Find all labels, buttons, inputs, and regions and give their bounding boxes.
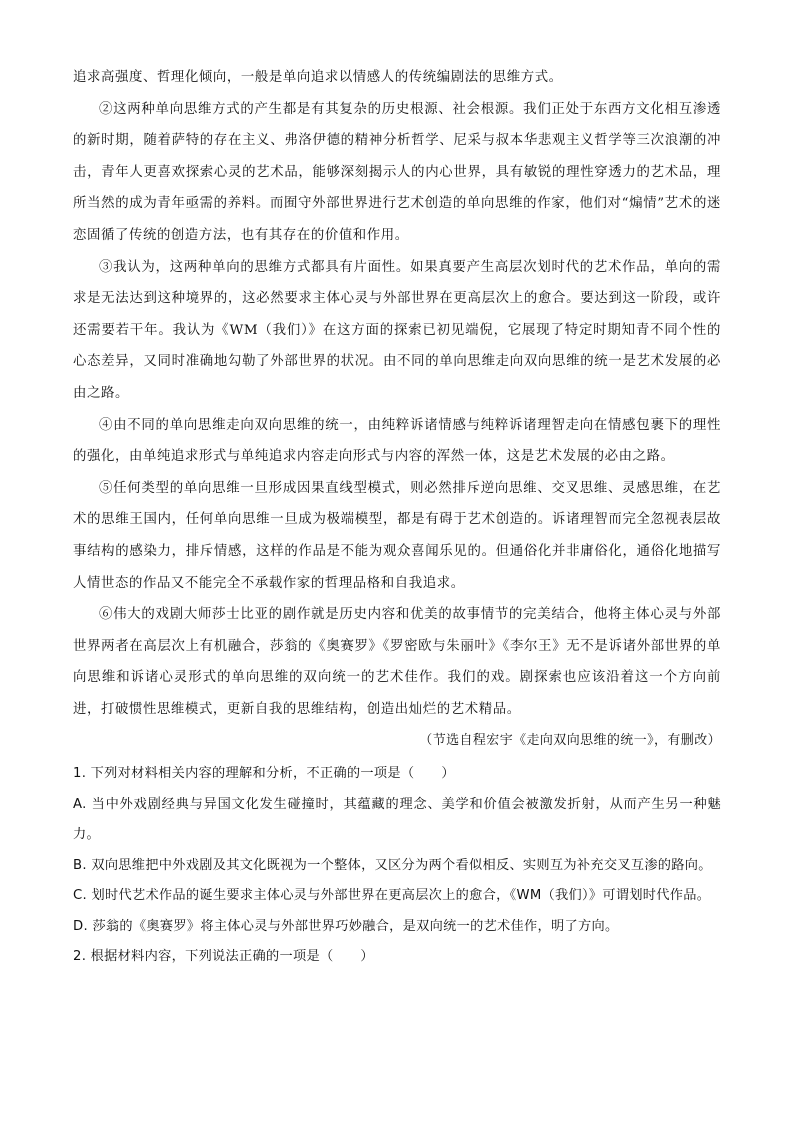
- passage-paragraph-0: 追求高强度、哲理化倾向，一般是单向追求以情感人的传统编剧法的思维方式。: [73, 70, 563, 85]
- passage-paragraph-6: ⑥伟大的戏剧大师莎士比亚的剧作就是历史内容和优美的故事情节的完美结合，他将主体心灵与外部世界两者在高层次上有机融合，莎翁的《奥赛罗》《罗密欧与朱丽叶》《李尔王》无不是诉诸外部世界的单向思维和诉诸心灵形式的单向思维的双向统一的艺术佳作。我们的戏。剧探索也应该沿着这一个方向前进，打破惯性思维模式，更新自我的思维结构，创造出灿烂的艺术精品。: [73, 607, 721, 717]
- passage-source: （节选自程宏宇《走向双向思维的统一》，有删改）: [419, 733, 721, 749]
- question-1-option-a: A. 当中外戏剧经典与异国文化发生碰撞时，其蕴藏的理念、美学和价值会被激发折射，从而产生另一种魅力。: [73, 796, 721, 843]
- question-1-stem: 1. 下列对材料相关内容的理解和分析，不正确的一项是（ ）: [73, 766, 455, 782]
- passage-paragraph-3: ③我认为，这两种单向的思维方式都具有片面性。如果真要产生高层次划时代的艺术作品，单向的需求是无法达到这种境界的，这必然要求主体心灵与外部世界在更高层次上的愈合。要达到这一阶段，或许还需要若干年。我认为《WM（我们）》在这方面的探索已初见端倪，它展现了特定时期知青不同个性的心态差异，又同时准确地勾勒了外部世界的状况。由不同的单向思维走向双向思维的统一是艺术发展的必由之路。: [73, 259, 721, 401]
- question-1-option-d: D. 莎翁的《奥赛罗》将主体心灵与外部世界巧妙融合，是双向统一的艺术佳作，明了方向。: [73, 918, 619, 934]
- question-1-option-b: B. 双向思维把中外戏剧及其文化既视为一个整体，又区分为两个看似相反、实则互为补充交叉互渗的路向。: [73, 857, 712, 873]
- question-2-stem: 2. 根据材料内容，下列说法正确的一项是（ ）: [73, 949, 374, 965]
- passage-paragraph-2: ②这两种单向思维方式的产生都是有其复杂的历史根源、社会根源。我们正处于东西方文化相互渗透的新时期，随着萨特的存在主义、弗洛伊德的精神分析哲学、尼采与叔本华悲观主义哲学等三次浪潮的冲击，青年人更喜欢探索心灵的艺术品，能够深刻揭示人的内心世界，具有敏锐的理性穿透力的艺术品，理所当然的成为青年亟需的养料。而囿守外部世界进行艺术创造的单向思维的作家，他们对“煽情”艺术的迷恋固循了传统的创造方法，也有其存在的价值和作用。: [73, 101, 721, 243]
- document-page: [73, 62, 721, 973]
- question-1-option-c: C. 划时代艺术作品的诞生要求主体心灵与外部世界在更高层次上的愈合，《WM（我们）》可谓划时代作品。: [73, 888, 711, 904]
- passage-paragraph-4: ④由不同的单向思维走向双向思维的统一，由纯粹诉诸情感与纯粹诉诸理智走向在情感包裹下的理性的强化，由单纯追求形式与单纯追求内容走向形式与内容的浑然一体，这是艺术发展的必由之路。: [73, 417, 721, 465]
- passage-paragraph-5: ⑤任何类型的单向思维一旦形成因果直线型模式，则必然排斥逆向思维、交叉思维、灵感思维，在艺术的思维王国内，任何单向思维一旦成为极端模型，都是有碍于艺术创造的。诉诸理智而完全忽视表层故事结构的感染力，排斥情感，这样的作品是不能为观众喜闻乐见的。但通俗化并非庸俗化，通俗化地描写人情世态的作品又不能完全不承载作家的哲理品格和自我追求。: [73, 480, 721, 591]
